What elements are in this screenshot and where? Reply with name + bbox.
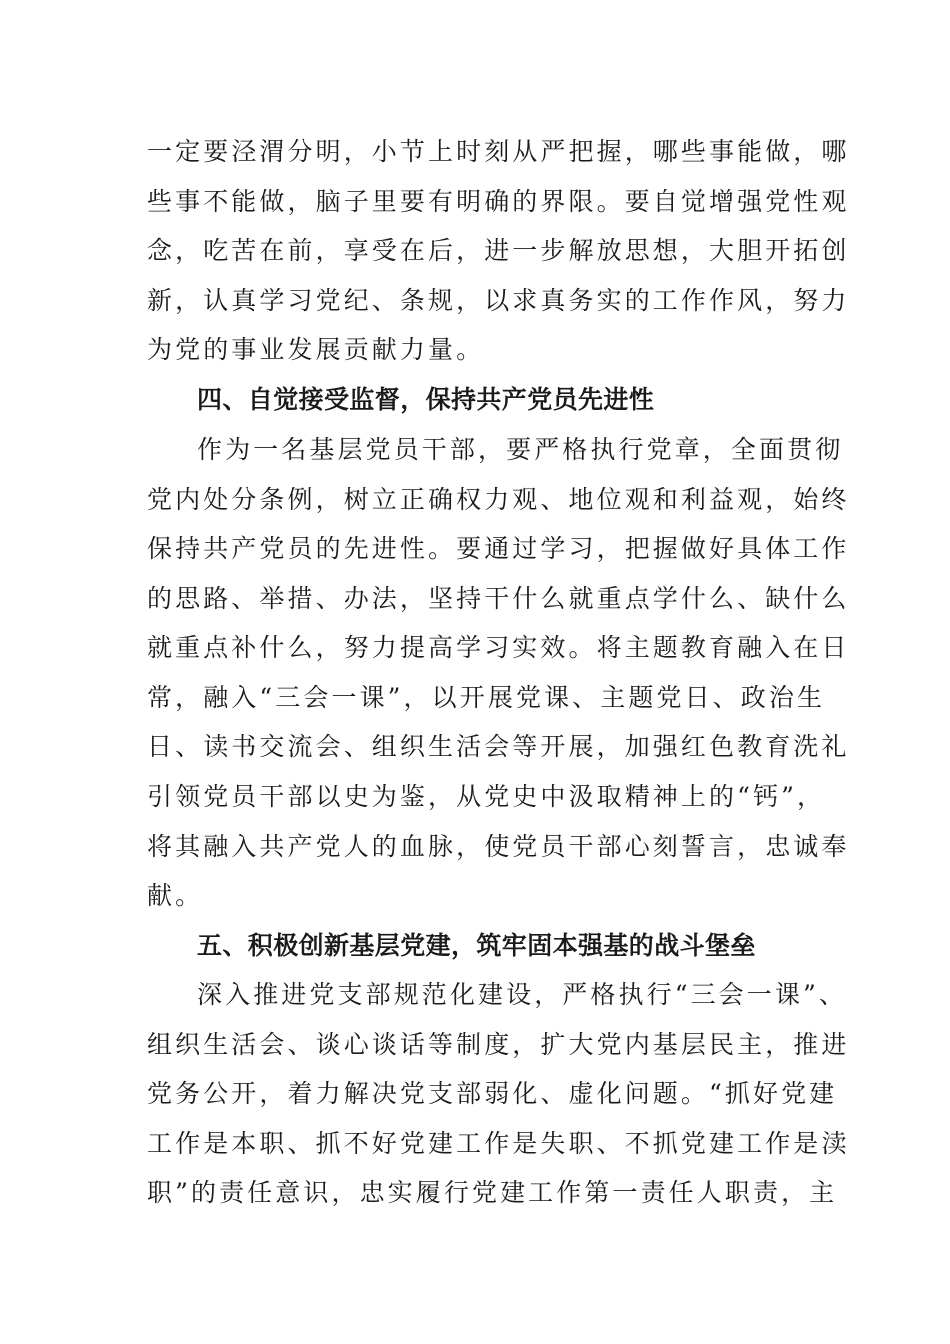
section-heading-5: 五、积极创新基层党建，筑牢固本强基的战斗堡垒: [197, 931, 756, 960]
body-text-line: 工作是本职、抓不好党建工作是失职、不抓党建工作是渎: [147, 1129, 850, 1158]
section-heading-4: 四、自觉接受监督，保持共产党员先进性: [197, 385, 655, 414]
body-text-line: 为党的事业发展贡献力量。: [147, 335, 485, 364]
body-text-line: 保持共产党员的先进性。要通过学习，把握做好具体工作: [147, 534, 850, 563]
body-text-line: 新，认真学习党纪、条规，以求真务实的工作作风，努力: [147, 286, 850, 315]
body-text-line: 念，吃苦在前，享受在后，进一步解放思想，大胆开拓创: [147, 236, 850, 265]
body-text-line: 党内处分条例，树立正确权力观、地位观和利益观，始终: [147, 485, 850, 514]
body-text-line: 日、读书交流会、组织生活会等开展，加强红色教育洗礼: [147, 732, 850, 761]
body-text-line: 常，融入“三会一课”，以开展党课、主题党日、政治生: [147, 683, 826, 712]
body-text-line: 就重点补什么，努力提高学习实效。将主题教育融入在日: [147, 633, 850, 662]
body-text-line: 组织生活会、谈心谈话等制度，扩大党内基层民主，推进: [147, 1030, 850, 1059]
body-text-line: 献。: [147, 881, 204, 910]
body-text-line: 一定要泾渭分明，小节上时刻从严把握，哪些事能做，哪: [147, 137, 850, 166]
body-text-line: 党务公开，着力解决党支部弱化、虚化问题。“抓好党建: [147, 1079, 838, 1108]
body-text-line: 些事不能做，脑子里要有明确的界限。要自觉增强党性观: [147, 187, 850, 216]
body-text-line: 的思路、举措、办法，坚持干什么就重点学什么、缺什么: [147, 584, 850, 613]
body-text-line: 深入推进党支部规范化建设，严格执行“三会一课”、: [197, 980, 847, 1009]
body-text-line: 引领党员干部以史为鉴，从党史中汲取精神上的“钙”，: [147, 782, 826, 811]
body-text-line: 职”的责任意识，忠实履行党建工作第一责任人职责，主: [147, 1178, 838, 1207]
body-text-line: 将其融入共产党人的血脉，使党员干部心刻誓言，忠诚奉: [147, 832, 850, 861]
body-text-line: 作为一名基层党员干部，要严格执行党章，全面贯彻: [197, 435, 844, 464]
